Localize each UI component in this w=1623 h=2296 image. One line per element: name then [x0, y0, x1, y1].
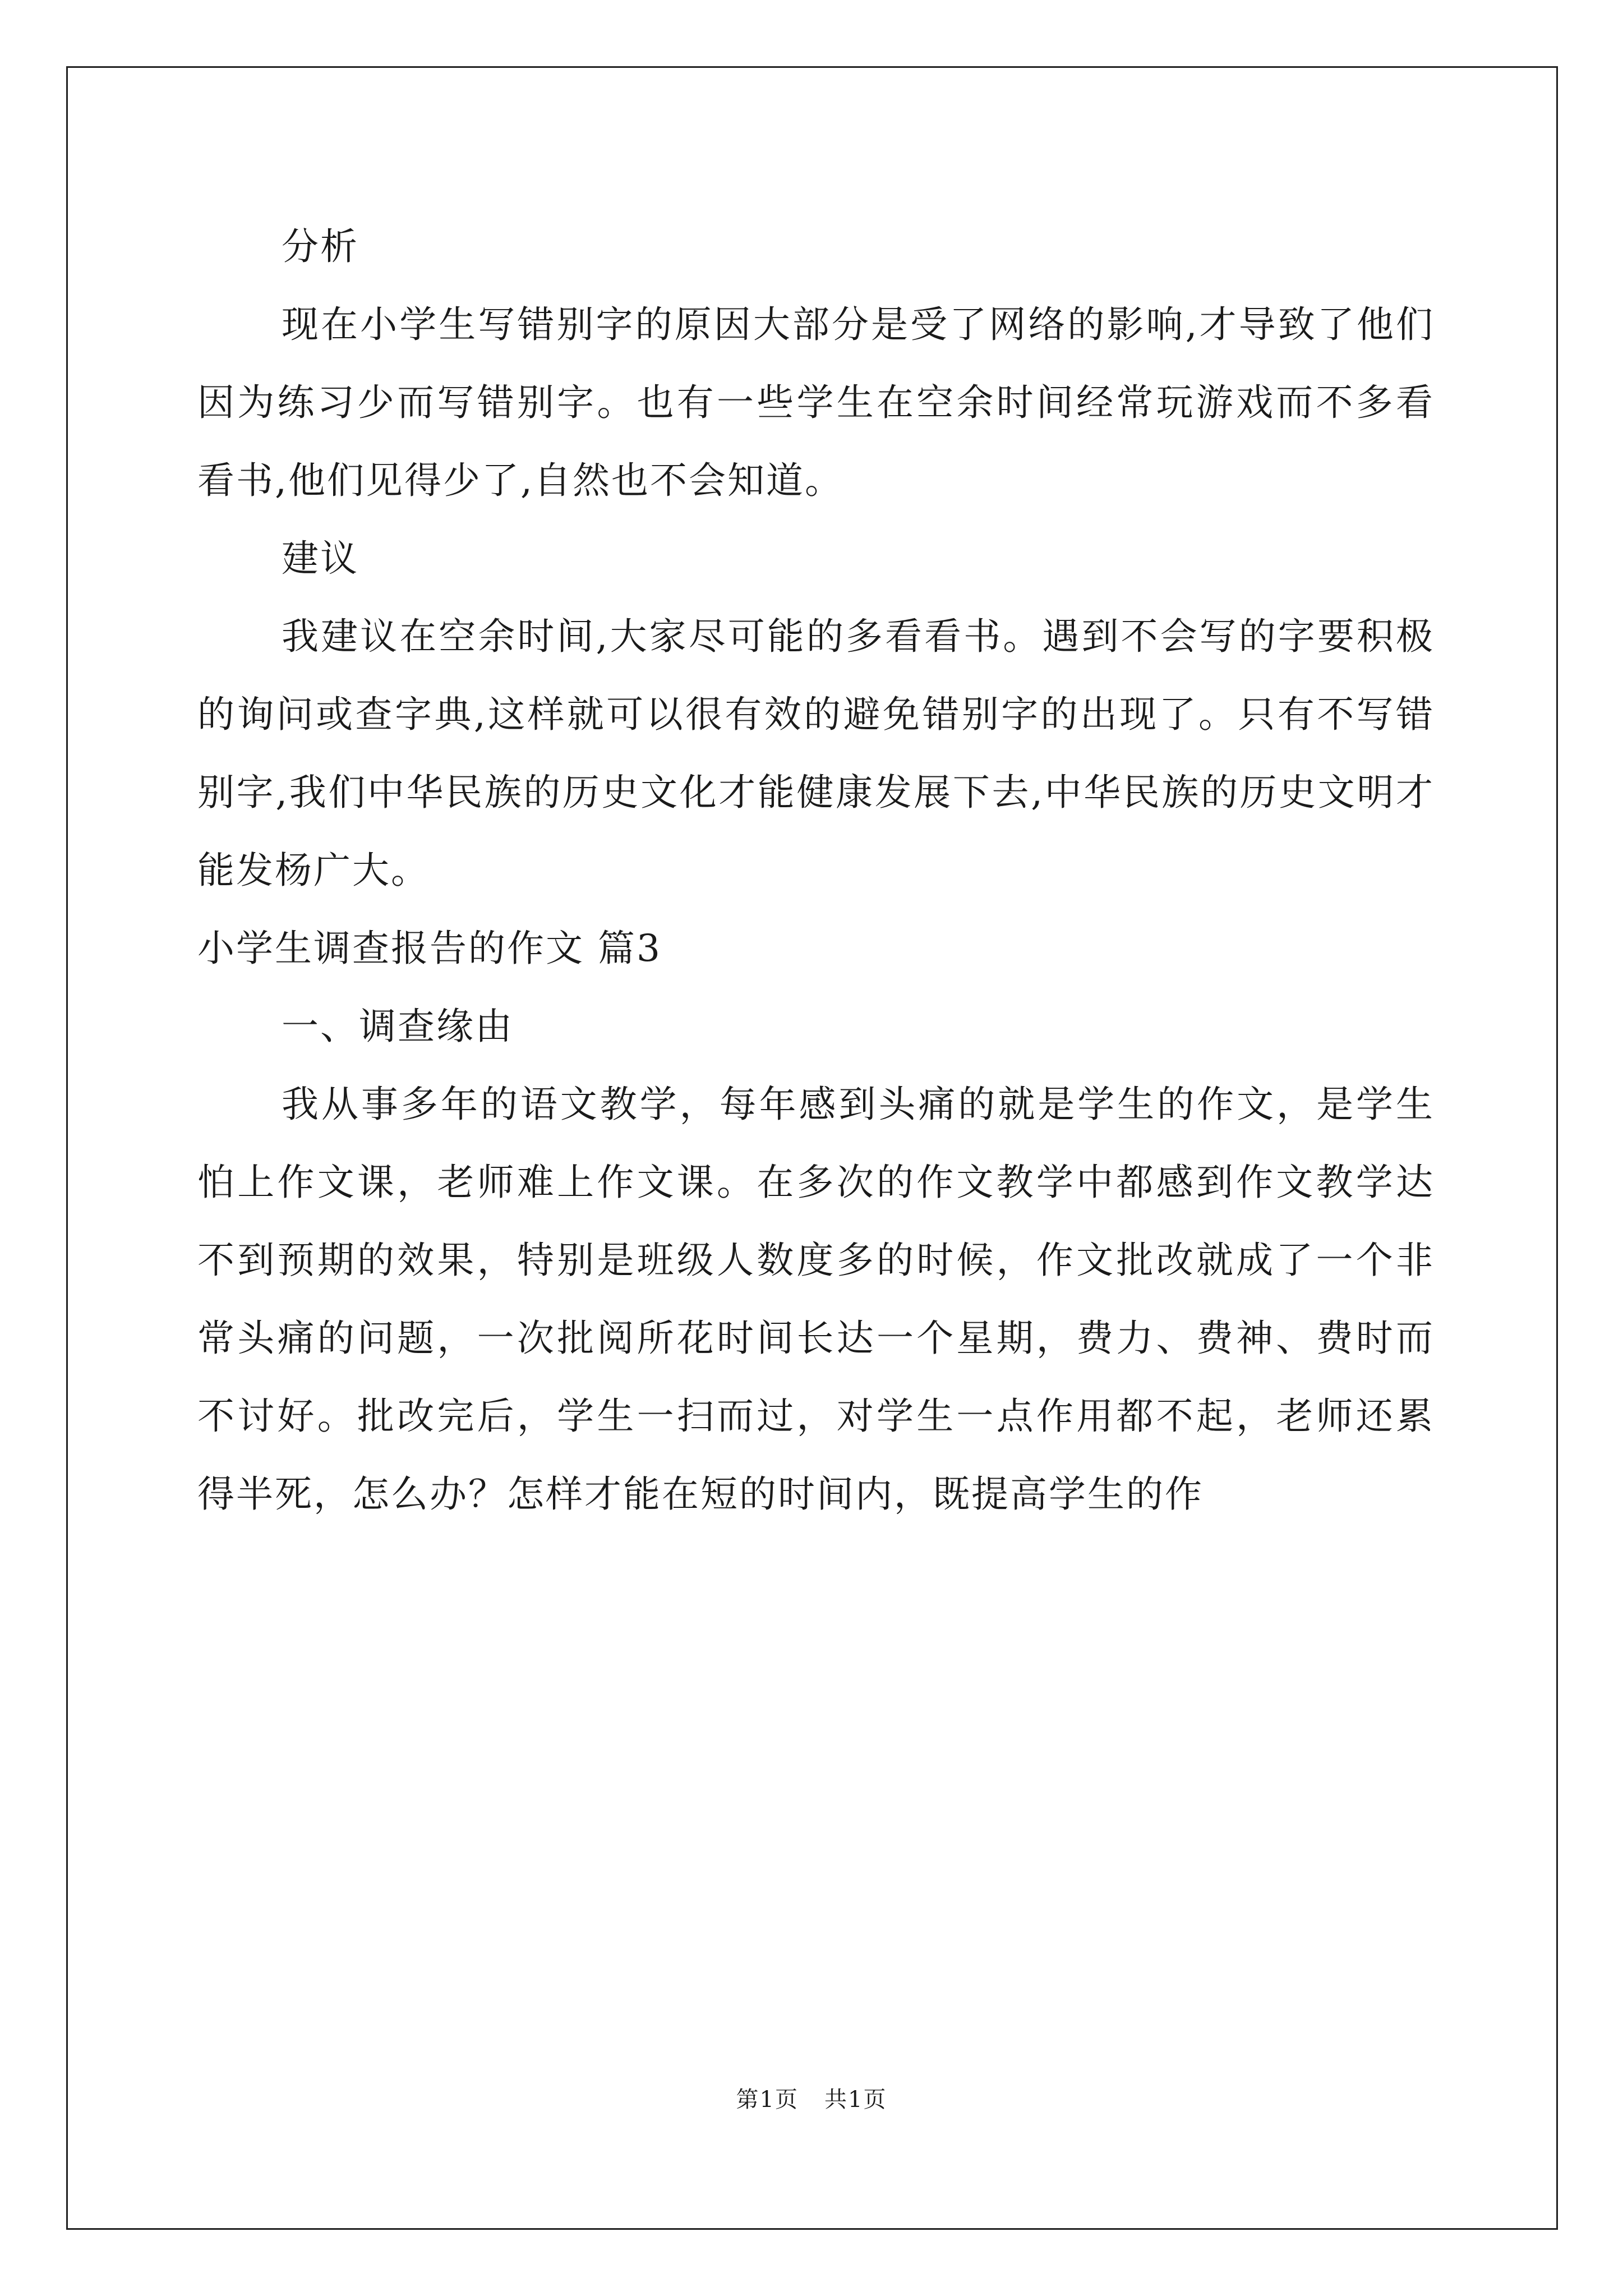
analysis-paragraph: 现在小学生写错别字的原因大部分是受了网络的影响,才导致了他们因为练习少而写错别字。也有一些学生在空余时间经常玩游戏而不多看看书,他们见得少了,自然也不会知道。	[197, 303, 1435, 502]
page-footer	[0, 2086, 1623, 2114]
section-title: 小学生调查报告的作文 篇3	[197, 927, 662, 970]
analysis-heading: 分析	[282, 225, 359, 268]
page-total: 共1页	[824, 2087, 887, 2113]
suggestion-heading: 建议	[282, 537, 359, 580]
survey-reason-heading: 一、调查缘由	[282, 1005, 514, 1048]
suggestion-paragraph: 我建议在空余时间,大家尽可能的多看看书。遇到不会写的字要积极的询问或查字典,这样就可以很有效的避免错别字的出现了。只有不写错别字,我们中华民族的历史文化才能健康发展下去,中华民族的历史文明才能发杨广大。	[197, 615, 1435, 892]
document-body	[197, 208, 1435, 1533]
page-number: 第1页	[736, 2087, 799, 2113]
survey-reason-paragraph: 我从事多年的语文教学，每年感到头痛的就是学生的作文，是学生怕上作文课，老师难上作文课。在多次的作文教学中都感到作文教学达不到预期的效果，特别是班级人数度多的时候，作文批改就成了一个非常头痛的问题，一次批阅所花时间长达一个星期，费力、费神、费时而不讨好。批改完后，学生一扫而过，对学生一点作用都不起，老师还累得半死，怎么办？怎样才能在短的时间内，既提高学生的作	[197, 1083, 1435, 1516]
